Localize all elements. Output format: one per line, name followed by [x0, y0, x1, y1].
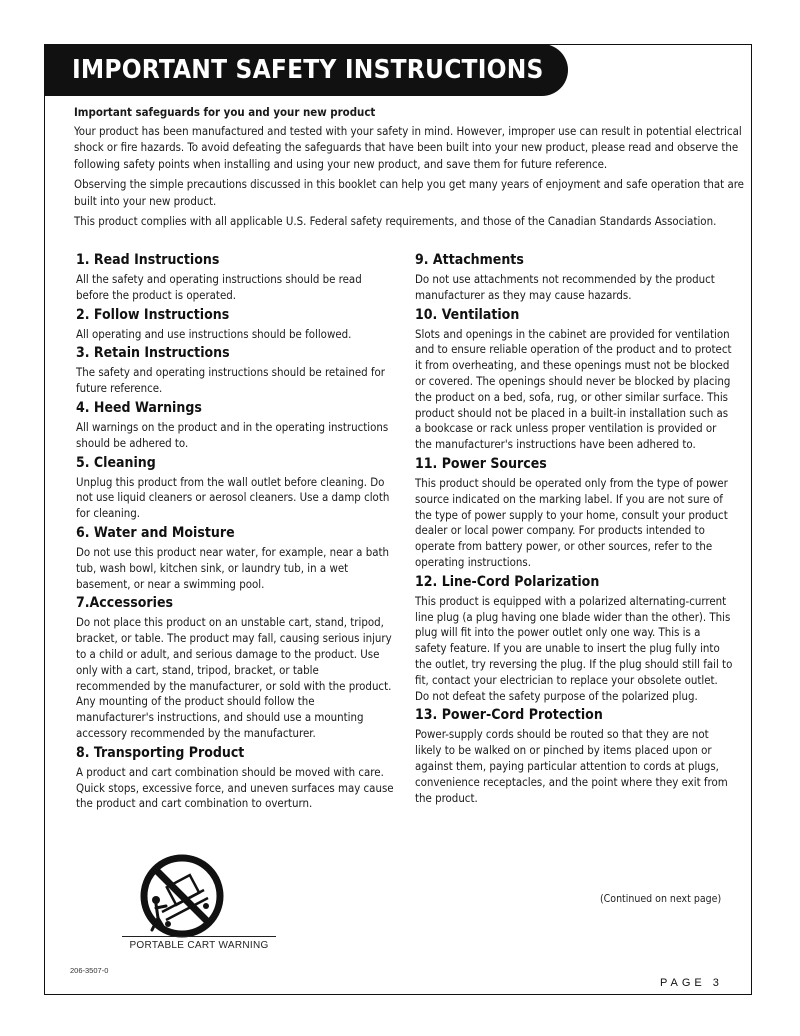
intro-paragraph-1: Your product has been manufactured and tested with your safety in mind. However, improper use can result in potential electrical shock or fire hazards. To avoid defeating the safeguards that have been built into your new product, please read and observe the following safety points when installing and using your new product, and save them for future reference.	[74, 123, 742, 171]
section-body: This product should be operated only from the type of power source indicated on the marking label. If you are not sure of the type of power supply to your home, consult your product dealer or local power company. For products intended to operate from battery power, or other sources, refer to the operating instructions.	[415, 475, 728, 569]
section-ventilation	[415, 306, 735, 453]
intro-lead: Important safeguards for you and your new product	[74, 105, 376, 119]
section-body: Do not use this product near water, for example, near a bath tub, wash bowl, kitchen sink, or laundry tub, in a wet basement, or near a swimming pool.	[76, 544, 390, 591]
section-title: 12. Line-Cord Polarization	[415, 573, 600, 590]
section-body: This product is equipped with a polarized alternating-current line plug (a plug having one blade wider than the other). This plug will fit into the power outlet only one way. This is a safety feature. If you are unable to insert the plug fully into the outlet, try reversing the plug. If the plug should still fail to fit, contact your electrician to replace your obsolete outlet. Do not defeat the safety purpose of the polarized plug.	[415, 593, 733, 703]
section-body: All the safety and operating instructions should be read before the product is operated.	[76, 272, 362, 302]
section-follow-instructions	[76, 306, 394, 343]
section-title: 9. Attachments	[415, 252, 524, 268]
intro-paragraph-3: This product complies with all applicable U.S. Federal safety requirements, and those of the Canadian Standards Association.	[74, 214, 717, 228]
document-number: 206-3507-0	[70, 966, 109, 975]
section-title: 3. Retain Instructions	[76, 345, 230, 362]
section-attachments	[415, 251, 735, 304]
section-body: Do not use attachments not recommended by the product manufacturer as they may cause hazards.	[415, 272, 715, 302]
continued-note: (Continued on next page)	[600, 893, 722, 905]
section-title: 2. Follow Instructions	[76, 306, 230, 323]
section-title: 5. Cleaning	[76, 454, 156, 471]
section-retain-instructions	[76, 344, 394, 397]
section-title: 11. Power Sources	[415, 455, 547, 472]
section-water-and-moisture	[76, 524, 394, 592]
intro-paragraph-2: Observing the simple precautions discussed in this booklet can help you get many years of enjoyment and safe operation that are built into your new product.	[74, 177, 744, 208]
section-line-cord-polarization	[415, 573, 735, 705]
section-title: 4. Heed Warnings	[76, 399, 202, 416]
section-heed-warnings	[76, 399, 394, 452]
right-column	[415, 251, 735, 808]
section-read-instructions	[76, 251, 394, 304]
section-body: A product and cart combination should be moved with care. Quick stops, excessive force, and uneven surfaces may cause the product and cart combination to overturn.	[76, 764, 394, 811]
section-body: The safety and operating instructions should be retained for future reference.	[76, 365, 385, 396]
section-power-sources	[415, 455, 735, 571]
section-body: Unplug this product from the wall outlet before cleaning. Do not use liquid cleaners or aerosol cleaners. Use a damp cloth for cleaning.	[76, 474, 390, 521]
cart-caption-rule	[122, 936, 276, 937]
section-title: 7.Accessories	[76, 595, 173, 612]
section-accessories	[76, 594, 394, 741]
page-number: PAGE 3	[660, 977, 723, 989]
section-body: All warnings on the product and in the operating instructions should be adhered to.	[76, 419, 389, 450]
section-body: All operating and use instructions should be followed.	[76, 326, 352, 341]
cart-warning-caption: PORTABLE CART WARNING	[129, 940, 269, 951]
title-banner	[44, 44, 568, 96]
page-title: IMPORTANT SAFETY INSTRUCTIONS	[72, 55, 544, 85]
section-title: 8. Transporting Product	[76, 744, 245, 761]
section-title: 1. Read Instructions	[76, 252, 220, 268]
left-column	[76, 251, 394, 814]
section-title: 13. Power-Cord Protection	[415, 707, 603, 724]
intro-block	[74, 104, 746, 234]
section-title: 6. Water and Moisture	[76, 524, 235, 541]
section-title: 10. Ventilation	[415, 306, 520, 323]
section-power-cord-protection	[415, 706, 735, 806]
section-body: Slots and openings in the cabinet are provided for ventilation and to ensure reliable operation of the product and to protect it from overheating, and these openings must not be blocked or covered. The openings should never be blocked by placing the product on a bed, sofa, rug, or other similar surface. This product should not be placed in a built-in installation such as a bookcase or rack unless proper ventilation is provided or the manufacturer's instructions have been adhered to.	[415, 326, 732, 452]
section-cleaning	[76, 454, 394, 522]
section-body: Do not place this product on an unstable cart, stand, tripod, bracket, or table. The product may fall, causing serious injury to a child or adult, and serious damage to the product. Use only with a cart, stand, tripod, bracket, or table recommended by the manufacturer, or sold with the product. Any mounting of the product should follow the manufacturer's instructions, and should use a mounting accessory recommended by the manufacturer.	[76, 615, 392, 740]
section-body: Power-supply cords should be routed so that they are not likely to be walked on or pinched by items placed upon or against them, paying particular attention to cords at plugs, convenience receptacles, and the point where they exit from the product.	[415, 727, 728, 805]
section-transporting-product	[76, 744, 394, 812]
